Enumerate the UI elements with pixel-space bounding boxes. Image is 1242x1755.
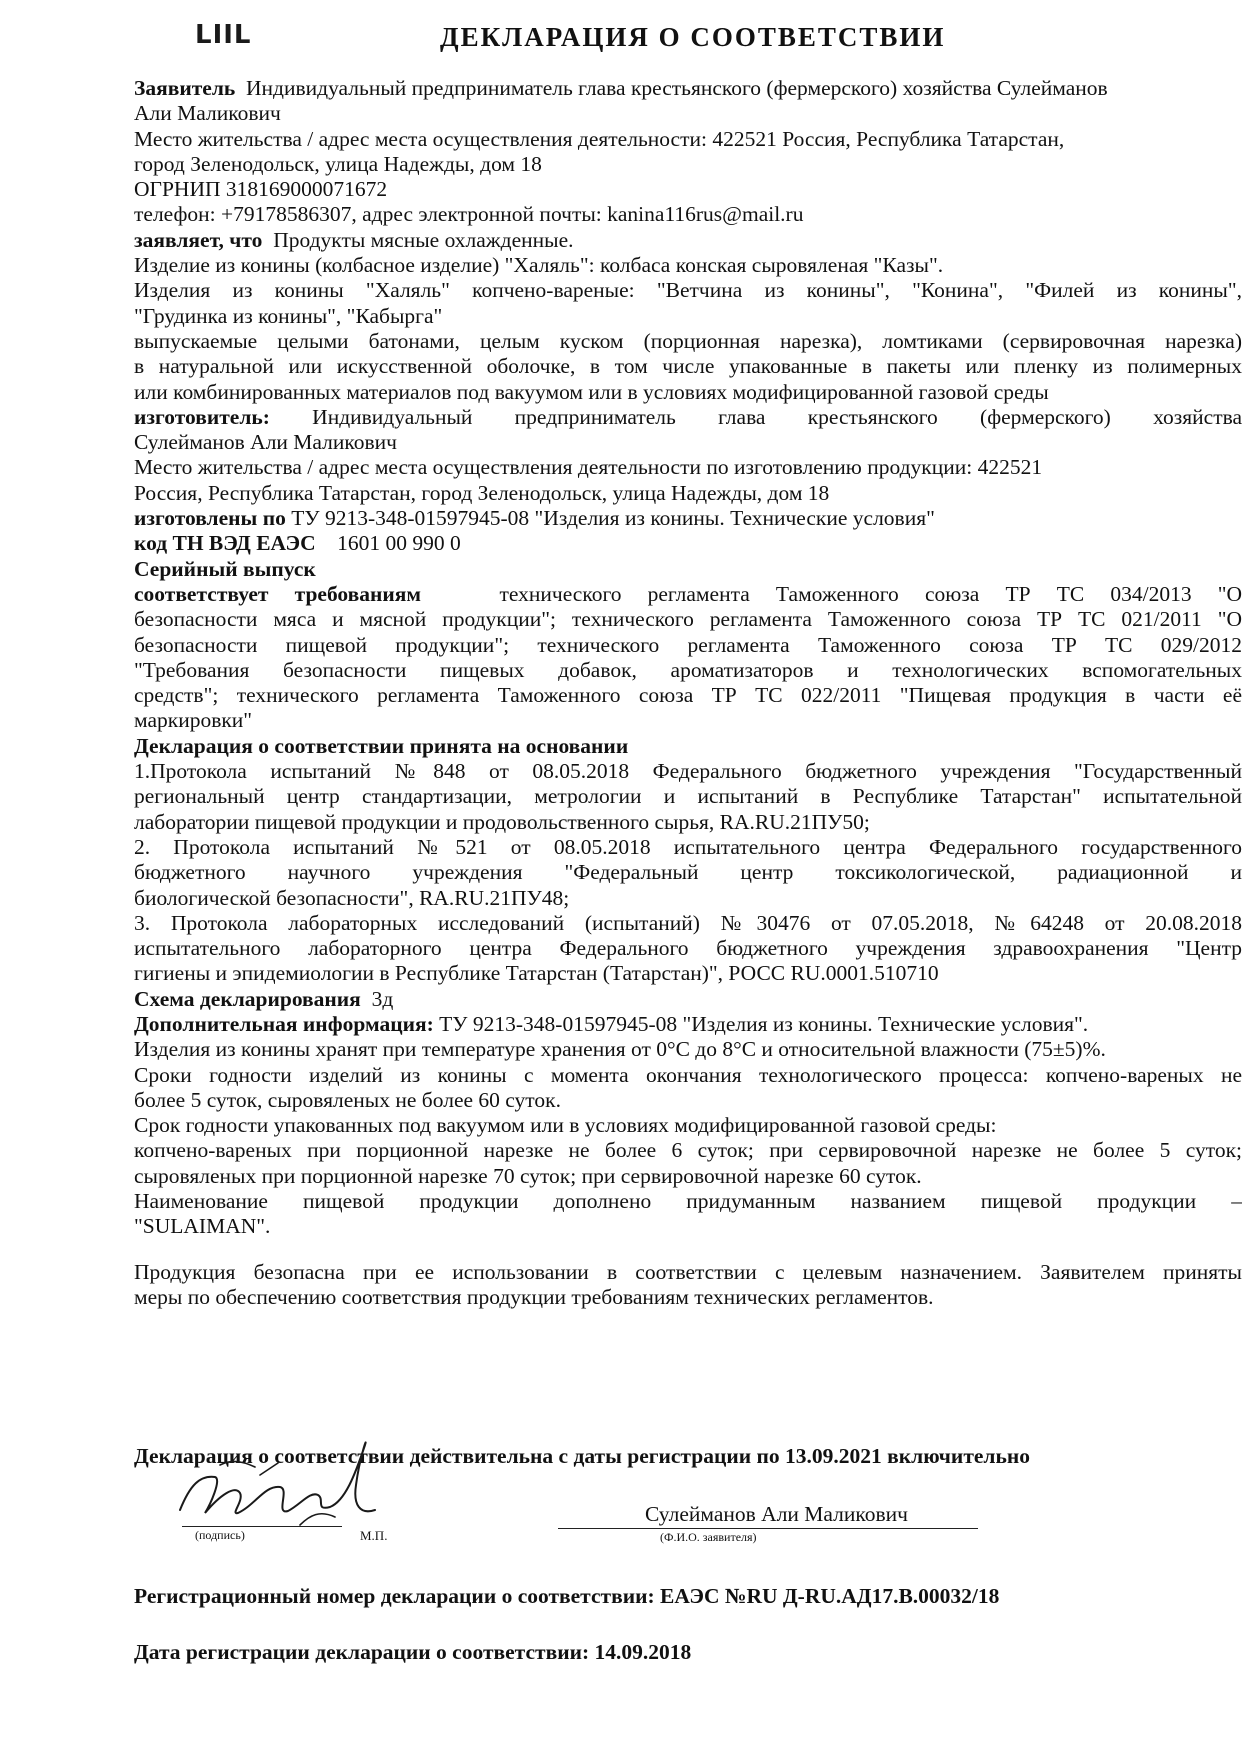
code-value: 1601 00 990 0 — [337, 531, 461, 556]
basis-protocol-3b: испытательного лабораторного центра Федерального бюджетного учреждения здравоохранения "Центр — [134, 936, 1242, 961]
additional-line — [134, 1012, 1242, 1037]
scheme-line — [134, 987, 1242, 1012]
compliance-line-5: средств"; технического регламента Таможенного союза ТР ТС 022/2011 "Пищевая продукция в части её — [134, 683, 1242, 708]
spacer — [134, 1240, 1242, 1260]
applicant-contacts: телефон: +79178586307, адрес электронной почты: kanina116rus@mail.ru — [134, 202, 804, 227]
basis-protocol-2c: биологической безопасности", RA.RU.21ПУ48; — [134, 885, 570, 910]
manufacturer-text: Индивидуальный предприниматель глава крестьянского (фермерского) хозяйства — [312, 404, 1242, 429]
shelf-life-line-2: более 5 суток, сыровяленых не более 60 суток. — [134, 1087, 561, 1112]
validity-statement: Декларация о соответствии действительна с даты регистрации по 13.09.2021 включительно — [134, 1444, 1030, 1468]
signature-line — [182, 1526, 342, 1527]
applicant-label: Заявитель — [134, 76, 236, 100]
manufacturer-label: изготовитель: — [134, 404, 270, 429]
compliance-text-1: технического регламента Таможенного союза ТР ТС 034/2013 "О — [499, 581, 1242, 606]
applicant-full-name: Сулейманов Али Маликович — [645, 1502, 908, 1526]
signature-caption: (подпись) — [195, 1528, 245, 1542]
claim-label: заявляет, что — [134, 227, 263, 252]
claim-text: Продукты мясные охлажденные. — [273, 227, 574, 252]
vacuum-line-1: Срок годности упакованных под вакуумом или в условиях модифицированной газовой среды: — [134, 1113, 997, 1138]
manufacturer-line — [134, 405, 1242, 430]
compliance-line-2: безопасности мяса и мясной продукции"; технического регламента Таможенного союза ТР ТС 021/2011 "О — [134, 607, 1242, 632]
vacuum-line-2: копчено-вареных при порционной нарезке не более 6 суток; при сервировочной нарезке не более 5 суток; — [134, 1138, 1242, 1163]
additional-text: ТУ 9213-348-01597945-08 "Изделия из конины. Технические условия". — [439, 1011, 1089, 1036]
document-body — [134, 76, 1242, 1310]
signature-block — [0, 1470, 1242, 1590]
registration-date: Дата регистрации декларации о соответствии: 14.09.2018 — [134, 1640, 692, 1664]
shelf-life-line-1: Сроки годности изделий из конины с момента окончания технологического процесса: копчено-вареных не — [134, 1062, 1242, 1087]
vacuum-line-3: сыровяленых при порционной нарезке 70 суток; при сервировочной нарезке 60 суток. — [134, 1163, 922, 1188]
basis-protocol-3c: гигиены и эпидемиологии в Республике Татарстан (Татарстан)", РОСС RU.0001.510710 — [134, 961, 939, 986]
scheme-value: 3д — [371, 986, 394, 1011]
product-line-1: Изделие из конины (колбасное изделие) "Халяль": колбаса конская сыровяленая "Казы". — [134, 253, 944, 278]
registration-number: Регистрационный номер декларации о соответствии: ЕАЭС №RU Д-RU.АД17.В.00032/18 — [134, 1584, 1000, 1608]
packaging-line-2: в натуральной или искусственной оболочке, в том числе упакованные в пакеты или пленку из полимерных — [134, 354, 1242, 379]
logo: LIIL — [195, 20, 252, 50]
code-line — [134, 531, 1242, 556]
compliance-label: соответствует требованиям — [134, 581, 422, 606]
name-line-2: "SULAIMAN". — [134, 1214, 271, 1239]
safety-line-1: Продукция безопасна при ее использовании в соответствии с целевым назначением. Заявителем приняты — [134, 1259, 1242, 1284]
serial-release: Серийный выпуск — [134, 556, 316, 581]
name-line-1: Наименование пищевой продукции дополнено придуманным названием пищевой продукции – — [134, 1189, 1242, 1214]
safety-line-2: меры по обеспечению соответствия продукции требованиям технических регламентов. — [134, 1284, 934, 1309]
document-title: ДЕКЛАРАЦИЯ О СООТВЕТСТВИИ — [440, 22, 946, 52]
basis-protocol-2b: бюджетного научного учреждения "Федеральный центр токсикологической, радиационной и — [134, 860, 1242, 885]
basis-heading: Декларация о соответствии принята на основании — [134, 733, 629, 758]
made-by-text: ТУ 9213-348-01597945-08 "Изделия из конины. Технические условия" — [291, 506, 935, 531]
made-by-line — [134, 506, 1242, 531]
manufacturer-name: Сулейманов Али Маликович — [134, 430, 397, 455]
made-by-label: изготовлены по — [134, 506, 286, 531]
compliance-line-6: маркировки" — [134, 708, 253, 733]
storage-line: Изделия из конины хранят при температуре хранения от 0°C до 8°C и относительной влажности (75±5)%. — [134, 1037, 1106, 1062]
code-label: код ТН ВЭД ЕАЭС — [134, 531, 316, 556]
scheme-label: Схема декларирования — [134, 986, 361, 1011]
basis-protocol-1b: региональный центр стандартизации, метрологии и испытаний в Республике Татарстан" испытательной — [134, 784, 1242, 809]
basis-protocol-3a: 3. Протокола лабораторных исследований (испытаний) №30476 от 07.05.2018, №64248 от 20.08.2018 — [134, 910, 1242, 935]
additional-label: Дополнительная информация: — [134, 1011, 434, 1036]
packaging-line-3: или комбинированных материалов под вакуумом или в условиях модифицированной газовой среды — [134, 379, 1049, 404]
claim-line — [134, 228, 1242, 253]
stamp-place: М.П. — [360, 1528, 388, 1543]
applicant-address-1: Место жительства / адрес места осуществления деятельности: 422521 Россия, Республика Татарстан, — [134, 126, 1065, 151]
basis-protocol-1a: 1.Протокола испытаний №848 от 08.05.2018 Федерального бюджетного учреждения "Государственный — [134, 759, 1242, 784]
compliance-line-1 — [134, 582, 1242, 607]
product-line-3: "Грудинка из конины", "Кабырга" — [134, 303, 443, 328]
name-caption: (Ф.И.О. заявителя) — [660, 1530, 757, 1544]
applicant-line — [134, 76, 1242, 101]
applicant-text: Индивидуальный предприниматель глава крестьянского (фермерского) хозяйства Сулейманов — [246, 76, 1108, 100]
compliance-line-4: "Требования безопасности пищевых добавок, ароматизаторов и технологических вспомогательных — [134, 657, 1242, 682]
applicant-address-2: город Зеленодольск, улица Надежды, дом 18 — [134, 151, 542, 176]
manufacturer-address-1: Место жительства / адрес места осуществления деятельности по изготовлению продукции: 422521 — [134, 455, 1043, 480]
compliance-line-3: безопасности пищевой продукции"; технического регламента Таможенного союза ТР ТС 029/2012 — [134, 632, 1242, 657]
basis-protocol-1c: лаборатории пищевой продукции и продовольственного сырья, RA.RU.21ПУ50; — [134, 809, 870, 834]
applicant-name: Али Маликович — [134, 101, 281, 126]
applicant-ogrnip: ОГРНИП 318169000071672 — [134, 177, 388, 202]
name-line — [558, 1528, 978, 1529]
packaging-line-1: выпускаемые целыми батонами, целым куском (порционная нарезка), ломтиками (сервировочная нарезка) — [134, 328, 1242, 353]
product-line-2: Изделия из конины "Халяль" копчено-вареные: "Ветчина из конины", "Конина", "Филей из конины", — [134, 278, 1242, 303]
manufacturer-address-2: Россия, Республика Татарстан, город Зеленодольск, улица Надежды, дом 18 — [134, 480, 830, 505]
basis-protocol-2a: 2. Протокола испытаний №521 от 08.05.2018 испытательного центра Федерального государственного — [134, 834, 1242, 859]
